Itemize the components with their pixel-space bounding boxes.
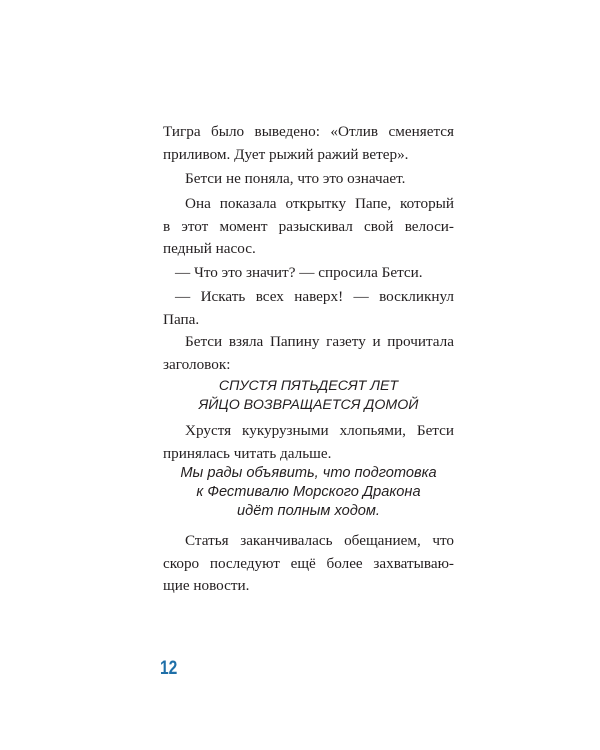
text-line: педный насос. [163, 240, 256, 257]
newspaper-announcement [163, 464, 454, 521]
text-line: заголовок: [163, 355, 231, 373]
text-line: Бетси не поняла, что это означает. [185, 170, 406, 187]
paragraph-8 [163, 530, 454, 598]
paragraph-3 [163, 193, 454, 261]
text-line: Она показала открытку Папе, который [185, 195, 454, 212]
text-line: принялась читать дальше. [163, 444, 332, 462]
paragraph-7 [163, 420, 454, 465]
text-line: Папа. [163, 310, 200, 328]
headline-line: СПУСТЯ ПЯТЬДЕСЯТ ЛЕТ [218, 378, 399, 394]
paragraph-1 [163, 121, 454, 166]
paragraph-6 [163, 331, 454, 376]
text-line: Хрустя кукурузными хлопьями, Бетси [185, 422, 454, 439]
paragraph-2 [163, 168, 454, 191]
text-line: в этот момент разыскивал свой велоси- [163, 217, 454, 235]
announcement-line: Мы рады объявить, что подготовка [180, 465, 437, 481]
announcement-line: идёт полным ходом. [237, 503, 380, 519]
text-line: Бетси взяла Папину газету и прочитала [185, 333, 454, 350]
text-line: — Искать всех наверх! — воскликнул [175, 288, 454, 305]
text-line: щие новости. [163, 577, 250, 594]
text-line: Статья заканчивалась обещанием, что [185, 532, 454, 549]
page-number: 12 [160, 658, 178, 679]
newspaper-headline [163, 377, 454, 415]
headline-line: ЯЙЦО ВОЗВРАЩАЕТСЯ ДОМОЙ [198, 397, 419, 413]
paragraph-5 [163, 286, 454, 331]
announcement-line: к Фестивалю Морского Дракона [196, 484, 421, 500]
paragraph-4 [163, 262, 454, 285]
text-line: — Что это значит? — спросила Бетси. [175, 264, 423, 281]
text-line: скоро последуют ещё более захватываю- [163, 554, 454, 572]
text-line: Тигра было выведено: «Отлив сменяется [163, 123, 454, 140]
text-line: приливом. Дует рыжий ражий ветер». [163, 145, 409, 163]
